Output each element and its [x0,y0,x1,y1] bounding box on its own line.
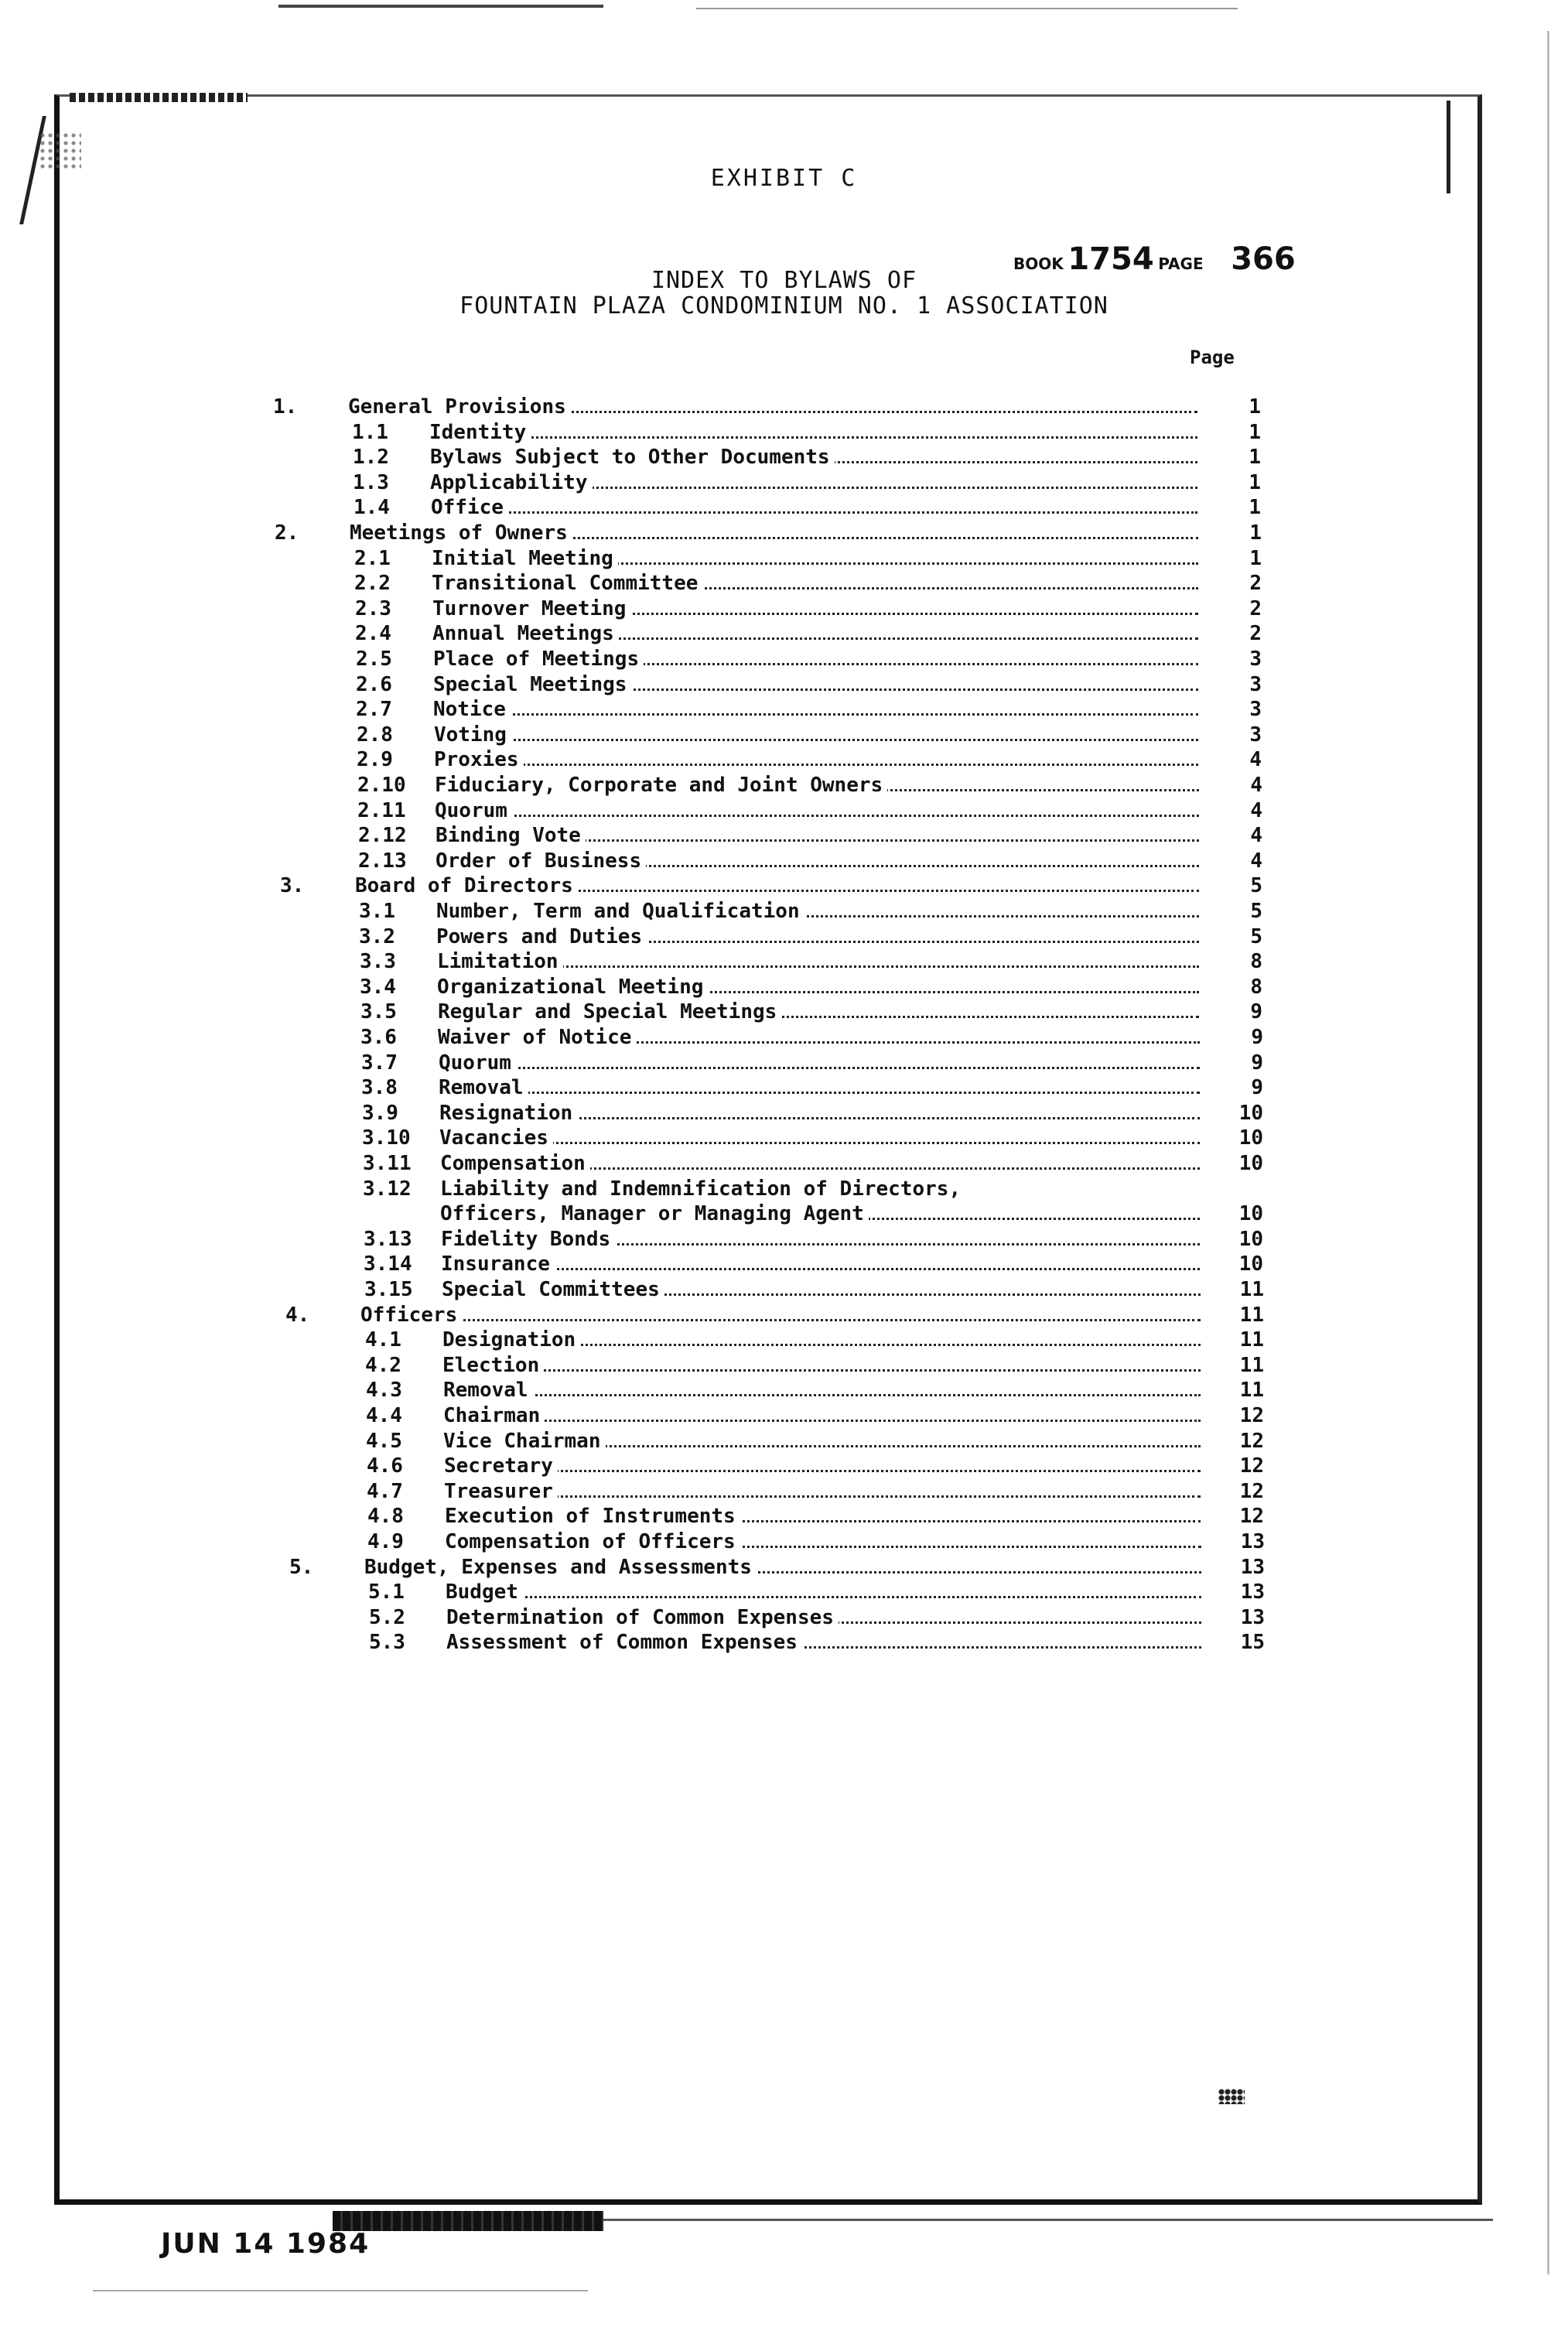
toc-entry-title: Turnover Meeting [432,596,630,621]
toc-entry-title: General Provisions [348,395,571,419]
toc-entry-title: Secretary [444,1454,558,1478]
toc-entry [0,1126,1568,1150]
toc-entry-number: 5.2 [369,1606,405,1629]
toc-entry-number: 3.8 [361,1076,398,1099]
toc-entry [0,1429,1568,1454]
toc-entry-page: 10 [1238,1152,1263,1175]
scan-edge-top [278,5,603,8]
toc-entry-title: Organizational Meeting [437,975,708,999]
toc-entry [0,1555,1568,1580]
toc-entry-title: Annual Meetings [432,621,619,646]
toc-entry-number: 1. [273,395,298,419]
toc-entry-title: Voting [434,723,511,747]
toc-entry-page: 5 [1250,900,1262,923]
toc-entry-number: 3.4 [360,976,396,999]
toc-entry-title: Identity [429,420,531,445]
toc-entry-page: 3 [1249,673,1262,696]
toc-entry-page: 13 [1240,1606,1265,1629]
toc-leader-dots [442,1353,1201,1372]
toc-entry-number: 4. [285,1304,310,1327]
toc-entry [0,1277,1568,1302]
toc-entry [0,672,1568,697]
toc-entry-title: Determination of Common Expenses [446,1605,839,1630]
toc-entry [0,823,1568,848]
toc-entry-page: 12 [1239,1505,1264,1528]
toc-entry [0,1101,1568,1126]
toc-entry-page: 10 [1238,1202,1263,1225]
toc-entry-page: 11 [1239,1328,1264,1351]
toc-entry-number: 2.13 [358,849,407,873]
toc-entry-title: Vice Chairman [443,1429,606,1454]
toc-entry-page: 8 [1250,976,1262,999]
toc-entry [0,1529,1568,1554]
toc-entry-page: 12 [1239,1404,1264,1427]
toc-leader-dots [439,1075,1200,1094]
toc-entry-page: 11 [1239,1354,1264,1377]
toc-entry-title: Removal [439,1075,528,1100]
toc-entry-title: Order of Business [436,849,646,873]
toc-leader-dots [441,1252,1200,1270]
toc-entry [0,975,1568,999]
toc-leader-dots [431,495,1197,514]
toc-entry-page: 9 [1251,1026,1263,1049]
toc-entry-number: 1.1 [352,421,388,444]
stamp-mark [1218,2089,1245,2104]
toc-entry [0,1201,1568,1226]
toc-entry-page: 4 [1250,824,1262,847]
toc-leader-dots [439,1051,1200,1069]
toc-entry-number: 1.4 [354,496,390,519]
toc-entry-title: Special Meetings [433,672,631,697]
toc-entry-number: 5. [289,1556,314,1579]
toc-entry [0,723,1568,747]
toc-entry-number: 3.1 [359,900,395,923]
toc-entry [0,873,1568,898]
toc-entry-page: 1 [1249,496,1261,519]
toc-entry-title: Budget [446,1580,523,1604]
toc-entry-page: 3 [1249,698,1262,721]
toc-entry-title: Execution of Instruments [445,1504,740,1529]
redaction-bar [333,2211,603,2231]
toc-entry [0,949,1568,974]
toc-entry-title: Powers and Duties [436,924,647,949]
toc-entry-number: 2.6 [356,673,392,696]
toc-entry-number: 2.12 [358,824,407,847]
toc-entry [0,1303,1568,1328]
toc-entry [0,1630,1568,1655]
toc-entry-number: 3.5 [360,1000,397,1023]
toc-entry-page: 13 [1240,1530,1265,1553]
toc-entry-number: 4.2 [365,1354,401,1377]
toc-entry-page: 9 [1251,1076,1263,1099]
toc-entry-number: 4.3 [366,1379,402,1402]
toc-entry [0,621,1568,646]
toc-entry-page: 5 [1250,874,1262,897]
toc-entry-number: 2.11 [357,799,406,822]
toc-entry [0,445,1568,470]
toc-leader-dots [360,1303,1201,1321]
toc-entry [0,1025,1568,1050]
toc-entry-number: 2.1 [354,547,391,570]
toc-entry-page: 11 [1239,1304,1264,1327]
toc-entry-page: 12 [1239,1454,1264,1478]
toc-entry [0,521,1568,545]
toc-entry-page: 3 [1249,648,1262,671]
toc-entry-number: 2.5 [356,648,392,671]
toc-entry [0,1580,1568,1604]
toc-entry-title: Notice [433,697,511,722]
document-title-line2: FOUNTAIN PLAZA CONDOMINIUM NO. 1 ASSOCIATION [459,292,1109,319]
page-column-header: Page [1190,347,1235,368]
toc-entry [0,999,1568,1024]
toc-leader-dots [429,420,1197,439]
toc-entry-title: Officers [360,1303,462,1328]
toc-entry [0,849,1568,873]
bottom-border-line [603,2219,1493,2221]
toc-entry-title: Insurance [441,1252,555,1276]
toc-entry [0,571,1568,596]
toc-entry-title: Officers, Manager or Managing Agent [440,1201,869,1226]
toc-entry-title: Resignation [439,1101,577,1126]
toc-entry-page: 9 [1251,1051,1263,1075]
toc-leader-dots [434,747,1198,766]
toc-entry-page: 12 [1239,1480,1264,1503]
toc-entry [0,1378,1568,1403]
toc-entry-page: 5 [1250,925,1262,948]
toc-entry-page: 10 [1238,1228,1263,1251]
document-title-line1: INDEX TO BYLAWS OF [651,267,917,294]
toc-entry-number: 2.8 [357,723,393,747]
page-label: PAGE [1158,255,1204,273]
toc-entry-title: Removal [443,1378,533,1403]
toc-entry-title: Place of Meetings [433,647,644,671]
toc-entry [0,1252,1568,1276]
toc-entry [0,1051,1568,1075]
toc-entry-number: 3.13 [364,1228,412,1251]
toc-entry-page: 13 [1240,1580,1265,1604]
toc-entry-title: Assessment of Common Expenses [446,1630,802,1655]
toc-entry-page: 4 [1250,774,1262,797]
toc-entry [0,773,1568,798]
toc-leader-dots [435,798,1199,817]
toc-entry-title: Fiduciary, Corporate and Joint Owners [435,773,887,798]
toc-leader-dots [443,1403,1201,1422]
toc-entry-page: 12 [1239,1430,1264,1453]
toc-entry-title: Number, Term and Qualification [436,899,804,924]
toc-entry-number: 3.10 [362,1126,411,1150]
toc-entry-number: 3.14 [364,1252,412,1276]
toc-entry-number: 5.1 [368,1580,405,1604]
toc-entry-title: Office [431,495,508,520]
toc-entry-page: 8 [1250,950,1262,973]
toc-entry-title: Limitation [437,949,563,974]
scan-edge-top-secondary [696,8,1238,9]
toc-entry-number: 4.6 [367,1454,403,1478]
toc-entry [0,1605,1568,1630]
toc-entry-page: 1 [1249,421,1261,444]
toc-entry-page: 2 [1249,597,1262,620]
toc-entry-title: Proxies [434,747,524,772]
toc-entry [0,1353,1568,1378]
toc-entry-page: 1 [1249,547,1262,570]
page-number: 366 [1231,241,1296,277]
toc-entry-title: Budget, Expenses and Assessments [364,1555,757,1580]
toc-leader-dots [446,1580,1201,1598]
toc-entry-number: 2.3 [355,597,391,620]
toc-entry-number: 2.4 [355,622,391,645]
toc-entry-number: 4.1 [365,1328,401,1351]
toc-entry-title: Applicability [430,470,593,495]
toc-entry-page: 1 [1249,471,1261,494]
toc-entry-number: 3.15 [364,1278,413,1301]
toc-entry-title: Compensation of Officers [445,1529,740,1554]
toc-entry-title: Bylaws Subject to Other Documents [430,445,835,470]
toc-entry-page: 2 [1249,622,1262,645]
toc-entry-title: Vacancies [439,1126,553,1150]
toc-entry-page: 3 [1249,723,1262,747]
toc-entry [0,1403,1568,1428]
toc-entry-title: Initial Meeting [432,546,618,571]
exhibit-heading: EXHIBIT C [710,165,858,192]
toc-entry-number: 4.9 [367,1530,404,1553]
toc-entry-number: 4.5 [366,1430,402,1453]
toc-entry-number: 2.9 [357,748,393,771]
toc-entry-number: 3.12 [363,1177,412,1201]
toc-entry-page: 4 [1249,748,1262,771]
toc-entry-number: 5.3 [369,1631,405,1654]
toc-entry [0,1504,1568,1529]
toc-entry-title: Special Committees [442,1277,664,1302]
toc-entry [0,798,1568,823]
toc-entry-title: Regular and Special Meetings [438,999,781,1024]
toc-entry-number: 3.3 [360,950,396,973]
toc-entry [0,1151,1568,1176]
toc-entry-page: 11 [1239,1379,1264,1402]
toc-entry-title: Transitional Committee [432,571,702,596]
toc-entry [0,1479,1568,1504]
toc-entry [0,899,1568,924]
toc-entry-number: 2.7 [356,698,392,721]
toc-entry-title: Board of Directors [355,873,578,898]
toc-entry-number: 3.6 [360,1026,397,1049]
toc-entry-title: Quorum [435,798,512,823]
toc-entry-title: Binding Vote [436,823,586,848]
toc-entry [0,1177,1568,1201]
toc-entry-title: Treasurer [444,1479,558,1504]
toc-entry [0,647,1568,671]
toc-entry [0,596,1568,621]
top-scan-noise [70,93,248,102]
toc-entry-number: 4.4 [366,1404,402,1427]
toc-entry-number: 3.7 [361,1051,398,1075]
toc-entry-page: 1 [1249,395,1261,419]
toc-entry-title: Waiver of Notice [438,1025,636,1050]
toc-entry [0,747,1568,772]
toc-entry [0,395,1568,419]
toc-entry-number: 3.9 [362,1102,398,1125]
toc-entry-page: 11 [1239,1278,1264,1301]
toc-entry-number: 1.2 [353,446,389,469]
toc-entry-page: 15 [1240,1631,1265,1654]
toc-entry [0,697,1568,722]
toc-entry-number: 4.8 [367,1505,404,1528]
toc-entry-page: 10 [1238,1126,1263,1150]
toc-entry-title: Chairman [443,1403,545,1428]
book-label: BOOK [1013,255,1064,273]
toc-entry-number: 1.3 [353,471,389,494]
bottom-scan-line [93,2290,588,2291]
toc-entry-number: 3.2 [359,925,395,948]
toc-entry-number: 2.2 [354,572,391,595]
toc-entry-page: 10 [1238,1102,1263,1125]
toc-entry-number: 2.10 [357,774,406,797]
toc-entry-title: Compensation [440,1151,590,1176]
toc-entry-page: 4 [1250,849,1262,873]
toc-entry-title: Quorum [439,1051,516,1075]
toc-entry-page: 1 [1249,446,1261,469]
toc-entry [0,470,1568,495]
toc-entry [0,1227,1568,1252]
toc-entry-title: Liability and Indemnification of Directors, [440,1177,965,1201]
toc-entry-page: 1 [1249,521,1262,545]
toc-entry-number: 2. [275,521,299,545]
toc-entry [0,1075,1568,1100]
book-number: 1754 [1068,241,1154,277]
toc-entry-number: 4.7 [367,1480,403,1503]
toc-entry [0,1328,1568,1352]
toc-entry [0,924,1568,949]
toc-entry-title: Designation [442,1328,580,1352]
toc-leader-dots [433,697,1198,716]
toc-entry-number: 3. [280,874,305,897]
toc-entry [0,1454,1568,1478]
toc-entry [0,546,1568,571]
toc-entry-title: Fidelity Bonds [441,1227,615,1252]
toc-entry-page: 10 [1238,1252,1263,1276]
toc-entry [0,420,1568,445]
toc-leader-dots [439,1126,1200,1144]
toc-entry-page: 2 [1249,572,1262,595]
toc-entry-title: Election [442,1353,544,1378]
toc-entry-page: 13 [1240,1556,1265,1579]
toc-entry-title: Meetings of Owners [350,521,572,545]
toc-entry-number: 3.11 [363,1152,412,1175]
toc-entry-page: 9 [1250,1000,1262,1023]
toc-entry [0,495,1568,520]
date-stamp: JUN 14 1984 [161,2228,371,2260]
toc-entry-page: 4 [1250,799,1262,822]
toc-leader-dots [443,1378,1201,1396]
toc-leader-dots [434,723,1198,741]
